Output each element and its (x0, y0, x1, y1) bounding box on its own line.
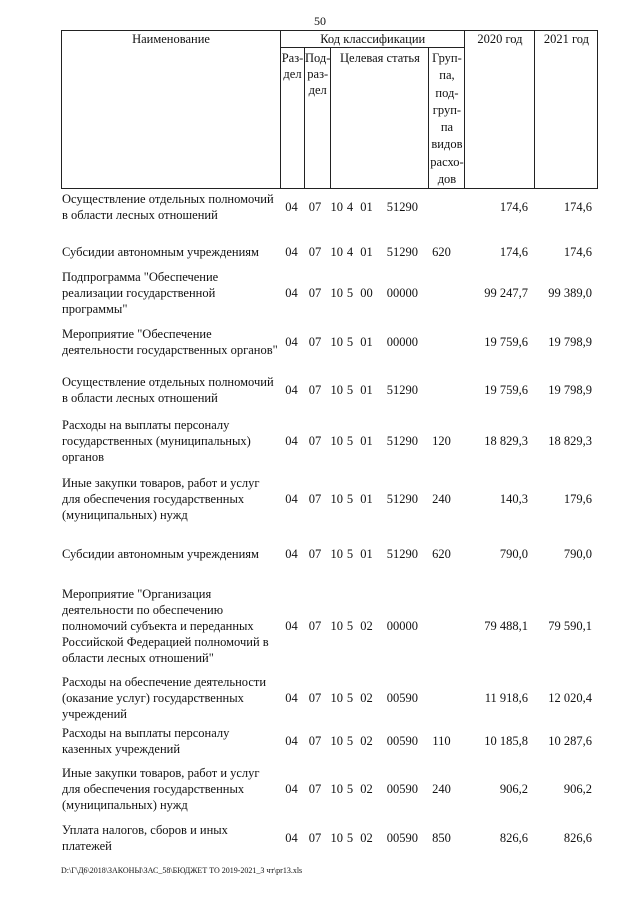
row-gruppa (424, 674, 459, 722)
row-value-2021: 906,2 (563, 782, 592, 796)
row-name: Осуществление отдельных полномочий в области лесных отношений (62, 192, 274, 222)
row-razdel: 04 (285, 286, 298, 300)
row-celevaya-statya: 10 5 01 51290 (330, 492, 418, 506)
header-celevaya-statya: Целевая статья (331, 48, 429, 189)
table-row (61, 760, 593, 818)
page-number: 50 (314, 14, 326, 28)
table-row (61, 674, 593, 722)
row-podrazdel: 07 (308, 492, 322, 506)
row-value-2020: 10 185,8 (484, 734, 528, 748)
row-celevaya-statya: 10 5 02 00590 (330, 734, 418, 748)
row-celevaya-statya: 10 5 02 00000 (330, 619, 418, 633)
row-value-2021: 79 590,1 (548, 619, 592, 633)
row-razdel: 04 (285, 335, 298, 349)
table-row (61, 318, 593, 366)
row-razdel: 04 (285, 492, 298, 506)
table-row (61, 578, 593, 674)
row-gruppa (424, 578, 459, 674)
footer-file-path: D:\Г\Д6\2018\ЗАКОНЫ\ЗАС_58\БЮДЖЕТ ТО 2019-2021_3 чт\pr13.xls (61, 866, 303, 875)
row-value-2020: 99 247,7 (484, 286, 528, 300)
row-celevaya-statya: 10 5 02 00590 (330, 691, 418, 705)
row-celevaya-statya: 10 5 02 00590 (330, 831, 418, 845)
row-name: Мероприятие "Обеспечение деятельности государственных органов" (62, 327, 278, 357)
row-value-2020: 826,6 (499, 831, 528, 845)
row-celevaya-statya: 10 5 00 00000 (330, 286, 418, 300)
row-podrazdel: 07 (308, 245, 322, 259)
row-gruppa (424, 366, 459, 414)
row-name: Расходы на выплаты персоналу казенных учреждений (62, 726, 230, 756)
row-celevaya-statya: 10 5 01 00000 (330, 335, 418, 349)
row-podrazdel: 07 (308, 335, 322, 349)
row-value-2021: 10 287,6 (548, 734, 592, 748)
row-value-2021: 174,6 (563, 200, 592, 214)
table-row (61, 366, 593, 414)
row-value-2021: 12 020,4 (548, 691, 592, 705)
row-value-2020: 174,6 (499, 200, 528, 214)
row-podrazdel: 07 (308, 831, 322, 845)
row-name: Иные закупки товаров, работ и услуг для обеспечения государственных (муниципальных) нужд (62, 476, 260, 522)
header-year-2020: 2020 год (465, 31, 535, 189)
row-gruppa: 240 (432, 492, 451, 506)
classification-header (61, 30, 598, 189)
row-razdel: 04 (285, 831, 298, 845)
row-value-2020: 19 759,6 (484, 335, 528, 349)
table-row (61, 268, 593, 318)
row-name: Иные закупки товаров, работ и услуг для обеспечения государственных (муниципальных) нужд (62, 766, 260, 812)
row-value-2021: 19 798,9 (548, 335, 592, 349)
row-value-2020: 18 829,3 (484, 434, 528, 448)
row-name: Подпрограмма "Обеспечение реализации государственной программы" (62, 270, 219, 316)
row-name: Субсидии автономным учреждениям (62, 547, 259, 561)
row-value-2020: 790,0 (499, 547, 528, 561)
row-value-2021: 18 829,3 (548, 434, 592, 448)
row-celevaya-statya: 10 4 01 51290 (330, 200, 418, 214)
row-gruppa: 110 (432, 734, 451, 748)
row-value-2021: 179,6 (563, 492, 592, 506)
row-podrazdel: 07 (308, 383, 322, 397)
row-razdel: 04 (285, 547, 298, 561)
budget-table (61, 178, 593, 858)
row-value-2021: 790,0 (563, 547, 592, 561)
row-celevaya-statya: 10 5 01 51290 (330, 547, 418, 561)
row-podrazdel: 07 (308, 286, 322, 300)
row-podrazdel: 07 (308, 547, 322, 561)
row-celevaya-statya: 10 5 02 00590 (330, 782, 418, 796)
row-value-2020: 79 488,1 (484, 619, 528, 633)
row-value-2020: 140,3 (499, 492, 528, 506)
row-podrazdel: 07 (308, 434, 322, 448)
row-razdel: 04 (285, 245, 298, 259)
header-year-2021: 2021 год (535, 31, 598, 189)
row-name: Субсидии автономным учреждениям (62, 245, 259, 259)
row-celevaya-statya: 10 4 01 51290 (330, 245, 418, 259)
row-podrazdel: 07 (308, 782, 322, 796)
row-gruppa (424, 178, 459, 236)
row-gruppa: 120 (432, 434, 451, 448)
row-razdel: 04 (285, 691, 298, 705)
header-name: Наименование (62, 31, 281, 189)
header-gruppa: Груп- па, под- груп- па видов расхо- дов (429, 48, 465, 189)
header-razdel: Раз- дел (281, 48, 305, 189)
row-value-2021: 826,6 (563, 831, 592, 845)
row-value-2020: 174,6 (499, 245, 528, 259)
row-value-2020: 11 918,6 (484, 691, 528, 705)
row-value-2021: 174,6 (563, 245, 592, 259)
table-row (61, 722, 593, 760)
table-row (61, 178, 593, 236)
row-name: Осуществление отдельных полномочий в области лесных отношений (62, 375, 274, 405)
header-podrazdel: Под- раз- дел (305, 48, 331, 189)
row-podrazdel: 07 (308, 691, 322, 705)
table-row (61, 468, 593, 530)
row-podrazdel: 07 (308, 619, 322, 633)
row-gruppa (424, 318, 459, 366)
row-name: Расходы на выплаты персоналу государственных (муниципальных) органов (62, 418, 251, 464)
table-row (61, 414, 593, 468)
row-razdel: 04 (285, 782, 298, 796)
row-name: Расходы на обеспечение деятельности (оказание услуг) государственных учреждений (62, 675, 267, 721)
row-gruppa: 240 (432, 782, 451, 796)
row-podrazdel: 07 (308, 734, 322, 748)
row-gruppa: 620 (432, 245, 451, 259)
row-razdel: 04 (285, 383, 298, 397)
row-name: Мероприятие "Организация деятельности по обеспечению полномочий субъекта и переданных Российской Федерацией полномочий в области лесных отношений" (62, 587, 269, 665)
table-row (61, 236, 593, 268)
row-podrazdel: 07 (308, 200, 322, 214)
row-razdel: 04 (285, 734, 298, 748)
row-celevaya-statya: 10 5 01 51290 (330, 383, 418, 397)
header-code: Код классификации (281, 31, 465, 48)
row-value-2020: 906,2 (499, 782, 528, 796)
table-row (61, 818, 593, 858)
row-gruppa: 620 (432, 547, 451, 561)
row-gruppa (424, 268, 459, 318)
row-value-2021: 19 798,9 (548, 383, 592, 397)
row-razdel: 04 (285, 434, 298, 448)
row-name: Уплата налогов, сборов и иных платежей (62, 823, 228, 853)
table-row (61, 530, 593, 578)
row-value-2021: 99 389,0 (548, 286, 592, 300)
row-gruppa: 850 (432, 831, 451, 845)
row-razdel: 04 (285, 200, 298, 214)
row-value-2020: 19 759,6 (484, 383, 528, 397)
row-razdel: 04 (285, 619, 298, 633)
row-celevaya-statya: 10 5 01 51290 (330, 434, 418, 448)
